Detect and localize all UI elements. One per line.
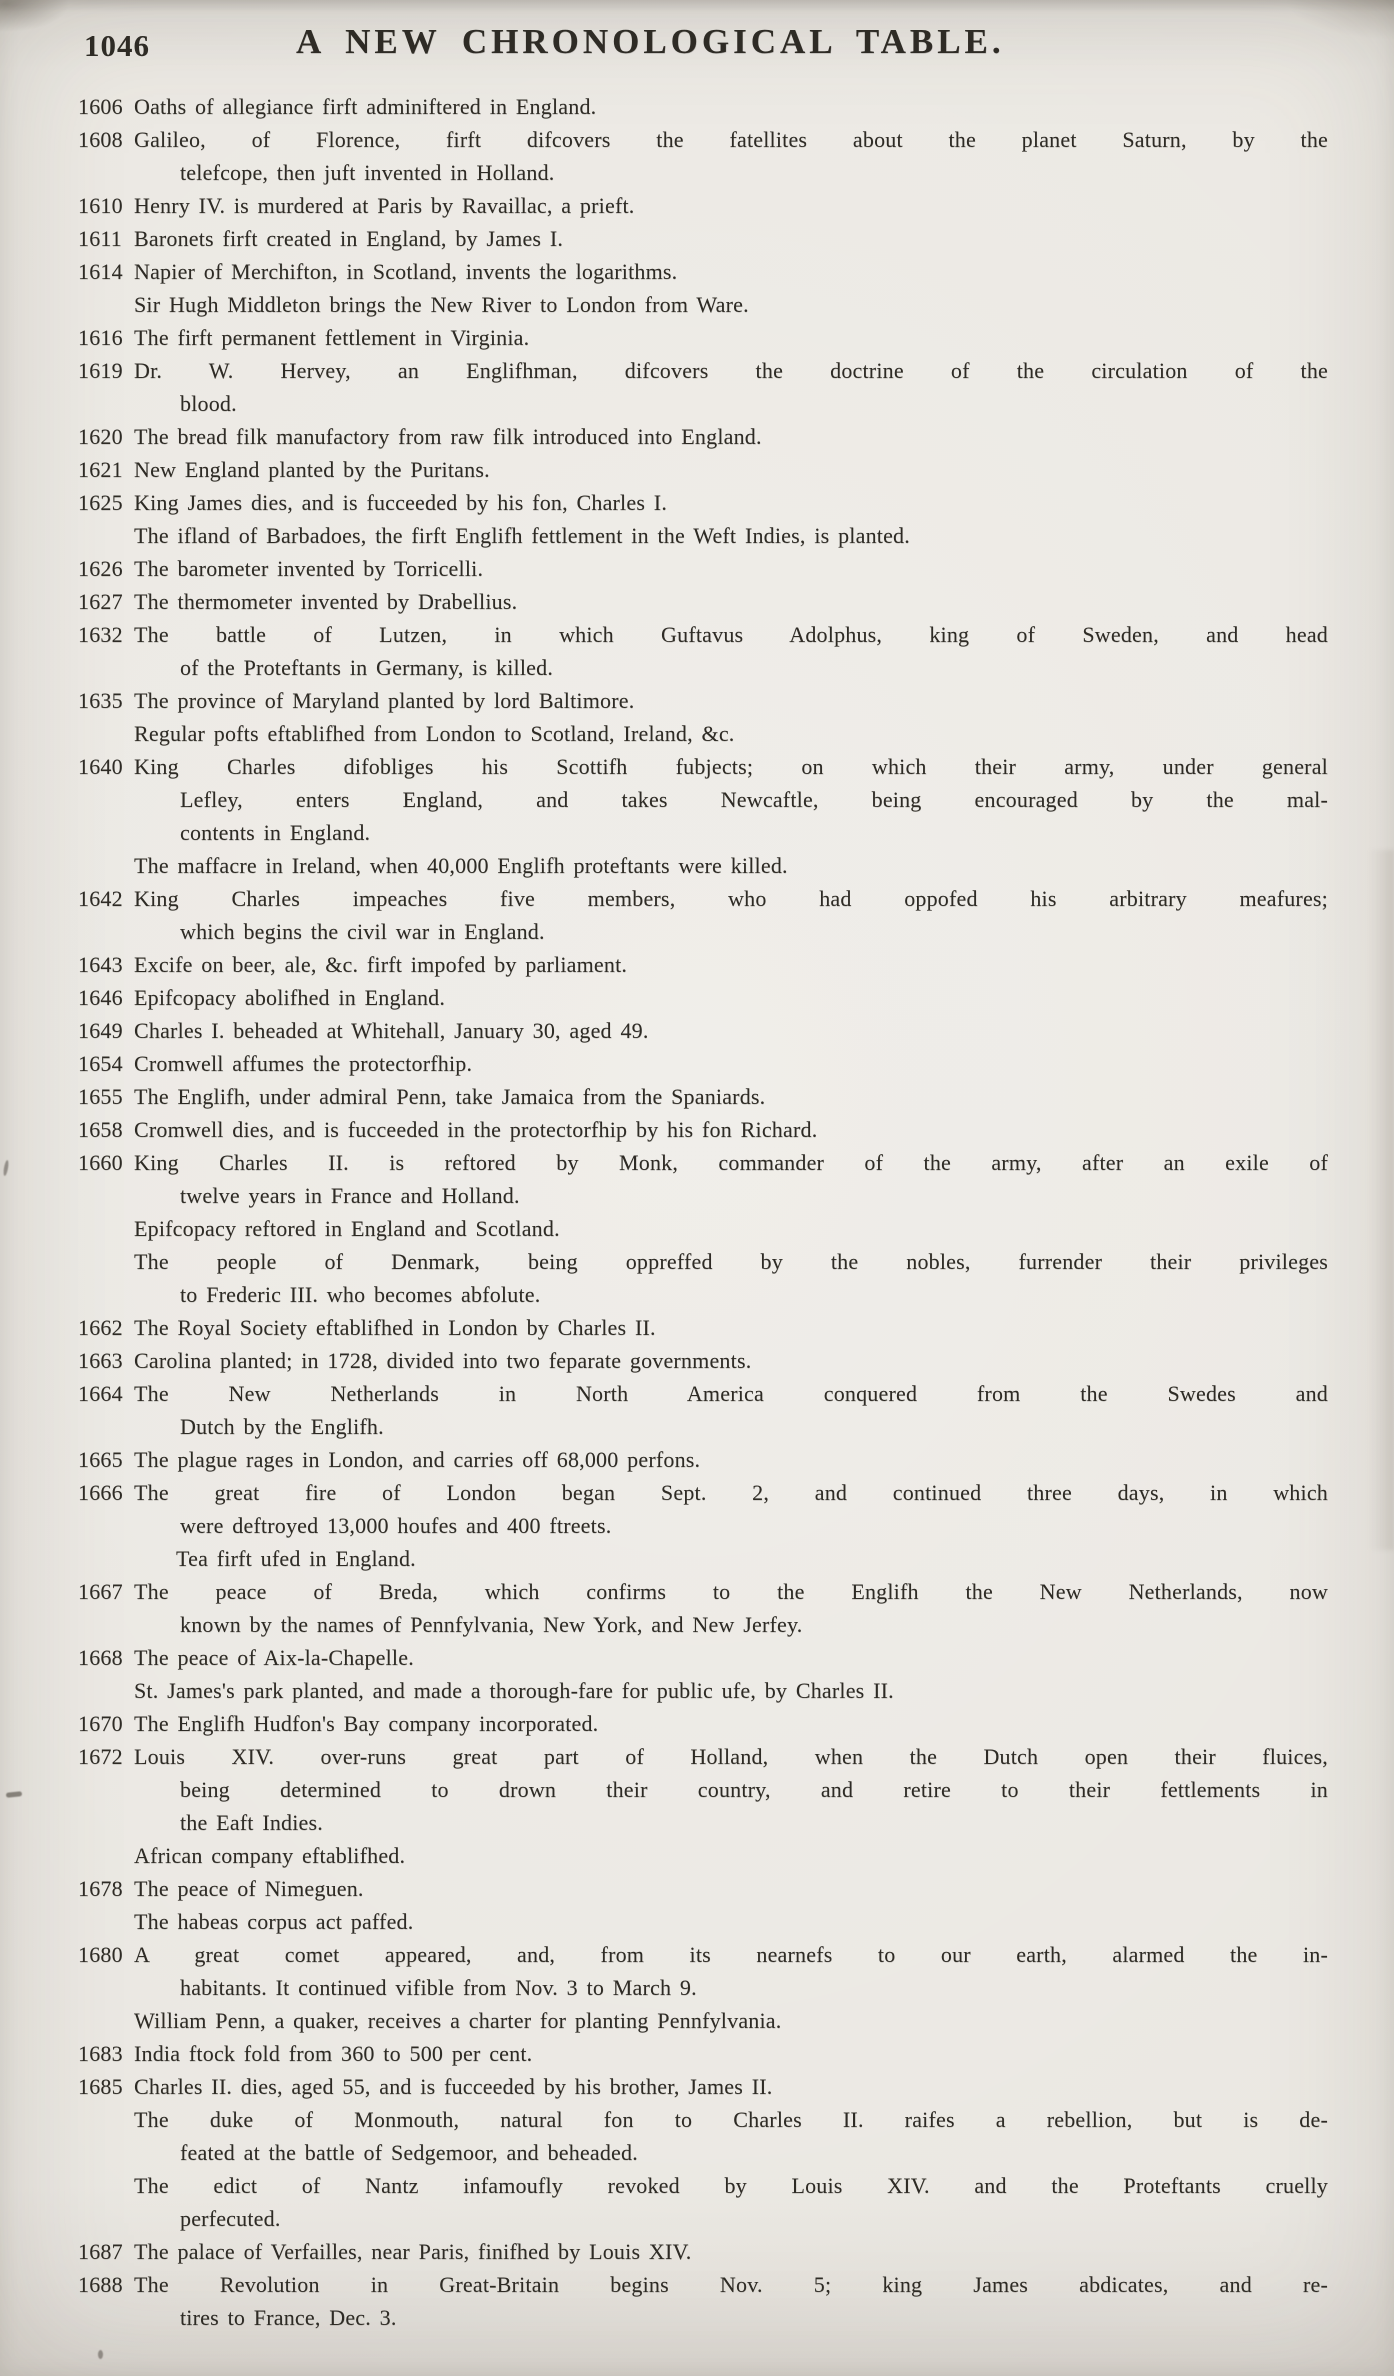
- entry-year: 1610: [78, 193, 123, 218]
- table-row: [78, 948, 1328, 981]
- entry-line: tires to France, Dec. 3.: [180, 2305, 397, 2330]
- entry-text: [134, 255, 1328, 288]
- entry-line: Epifcopacy abolifhed in England.: [134, 985, 446, 1010]
- entry-year: 1658: [78, 1117, 123, 1142]
- table-row: [78, 1740, 1328, 1839]
- entry-line: William Penn, a quaker, receives a charter for planting Pennfylvania.: [134, 2008, 782, 2033]
- entry-text: [134, 948, 1328, 981]
- entry-line: The peace of Nimeguen.: [134, 1876, 364, 1901]
- entry-text: [134, 849, 1328, 882]
- entry-text: [134, 1080, 1328, 1113]
- table-row: [78, 552, 1328, 585]
- entry-text: [134, 1707, 1328, 1740]
- entry-year: 1660: [78, 1150, 123, 1175]
- table-row: [78, 1245, 1328, 1311]
- table-row: [78, 849, 1328, 882]
- entry-text: [134, 1245, 1328, 1311]
- entry-text: [134, 585, 1328, 618]
- entry-year: 1667: [78, 1579, 123, 1604]
- entry-year: [78, 1839, 134, 1872]
- entry-line: King Charles difobliges his Scottifh fubjects; on which their army, under general: [134, 754, 1328, 779]
- entry-year: [78, 2169, 134, 2235]
- entry-text: [134, 1872, 1328, 1905]
- entry-line: were deftroyed 13,000 houfes and 400 ftreets.: [180, 1513, 612, 1538]
- table-row: [78, 2037, 1328, 2070]
- entry-line: The New Netherlands in North America conquered from the Swedes and: [134, 1381, 1328, 1406]
- entry-year: 1611: [78, 226, 122, 251]
- table-row: [78, 90, 1328, 123]
- entry-line: The firft permanent fettlement in Virginia.: [134, 325, 530, 350]
- entry-line: being determined to drown their country, and retire to their fettlements in: [180, 1777, 1328, 1802]
- entry-text: [134, 1905, 1328, 1938]
- entry-text: [134, 1014, 1328, 1047]
- chronology-list: [78, 90, 1328, 2334]
- entry-text: [134, 1575, 1328, 1641]
- entry-year: 1688: [78, 2272, 123, 2297]
- entry-line: Tea firft ufed in England.: [176, 1546, 416, 1571]
- entry-year: [78, 1905, 134, 1938]
- table-row: [78, 1212, 1328, 1245]
- entry-text: [134, 1443, 1328, 1476]
- entry-year: [78, 1542, 134, 1575]
- entry-year: 1685: [78, 2074, 123, 2099]
- entry-year: [78, 519, 134, 552]
- entry-text: [134, 1839, 1328, 1872]
- table-row: [78, 717, 1328, 750]
- table-row: [78, 2070, 1328, 2103]
- entry-text: [134, 2070, 1328, 2103]
- entry-line: The people of Denmark, being oppreffed by the nobles, furrender their privileges: [134, 1249, 1328, 1274]
- entry-line: King Charles impeaches five members, who had oppofed his arbitrary meafures;: [134, 886, 1328, 911]
- entry-line: Galileo, of Florence, firft difcovers the fatellites about the planet Saturn, by the: [134, 127, 1328, 152]
- entry-year: 1627: [78, 589, 123, 614]
- entry-line: feated at the battle of Sedgemoor, and beheaded.: [180, 2140, 638, 2165]
- entry-line: Sir Hugh Middleton brings the New River to London from Ware.: [134, 292, 749, 317]
- table-row: [78, 486, 1328, 519]
- table-row: [78, 1146, 1328, 1212]
- table-row: [78, 1344, 1328, 1377]
- entry-line: The bread filk manufactory from raw filk introduced into England.: [134, 424, 762, 449]
- entry-line: King Charles II. is reftored by Monk, commander of the army, after an exile of: [134, 1150, 1328, 1175]
- table-row: [78, 420, 1328, 453]
- entry-year: 1608: [78, 127, 123, 152]
- entry-line: The peace of Aix-la-Chapelle.: [134, 1645, 414, 1670]
- table-row: [78, 189, 1328, 222]
- table-row: [78, 1476, 1328, 1542]
- entry-text: [134, 1938, 1328, 2004]
- table-row: [78, 1443, 1328, 1476]
- entry-line: Lefley, enters England, and takes Newcaftle, being encouraged by the mal-: [180, 787, 1328, 812]
- table-row: [78, 1674, 1328, 1707]
- entry-year: 1680: [78, 1942, 123, 1967]
- entry-text: [134, 2235, 1328, 2268]
- entry-year: 1662: [78, 1315, 123, 1340]
- entry-text: [134, 2268, 1328, 2334]
- entry-line: The ifland of Barbadoes, the firft Englifh fettlement in the Weft Indies, is planted.: [134, 523, 910, 548]
- entry-text: [134, 2169, 1328, 2235]
- entry-year: 1632: [78, 622, 123, 647]
- table-row: [78, 750, 1328, 849]
- table-row: [78, 882, 1328, 948]
- table-row: [78, 321, 1328, 354]
- entry-text: [134, 453, 1328, 486]
- entry-line: Dr. W. Hervey, an Englifhman, difcovers the doctrine of the circulation of the: [134, 358, 1328, 383]
- table-row: [78, 1014, 1328, 1047]
- entry-line: Oaths of allegiance firft adminiftered in England.: [134, 94, 597, 119]
- entry-year: 1649: [78, 1018, 123, 1043]
- entry-line: Louis XIV. over-runs great part of Holland, when the Dutch open their fluices,: [134, 1744, 1328, 1769]
- entry-line: Charles II. dies, aged 55, and is fucceeded by his brother, James II.: [134, 2074, 773, 2099]
- entry-line: The Revolution in Great-Britain begins Nov. 5; king James abdicates, and re-: [134, 2272, 1328, 2297]
- entry-line: The Englifh, under admiral Penn, take Jamaica from the Spaniards.: [134, 1084, 766, 1109]
- entry-year: 1683: [78, 2041, 123, 2066]
- entry-text: [134, 1740, 1328, 1839]
- entry-line: The barometer invented by Torricelli.: [134, 556, 484, 581]
- entry-line: The plague rages in London, and carries off 68,000 perfons.: [134, 1447, 701, 1472]
- table-row: [78, 1707, 1328, 1740]
- entry-year: 1687: [78, 2239, 123, 2264]
- entry-line: African company eftablifhed.: [134, 1843, 406, 1868]
- table-row: [78, 2235, 1328, 2268]
- entry-text: [134, 1047, 1328, 1080]
- table-row: [78, 2169, 1328, 2235]
- entry-year: 1640: [78, 754, 123, 779]
- entry-year: [78, 849, 134, 882]
- entry-year: 1655: [78, 1084, 123, 1109]
- entry-year: [78, 717, 134, 750]
- table-row: [78, 1047, 1328, 1080]
- entry-line: Henry IV. is murdered at Paris by Ravaillac, a prieft.: [134, 193, 635, 218]
- table-row: [78, 222, 1328, 255]
- table-row: [78, 1872, 1328, 1905]
- table-row: [78, 288, 1328, 321]
- entry-year: 1616: [78, 325, 123, 350]
- entry-text: [134, 552, 1328, 585]
- entry-line: The duke of Monmouth, natural fon to Charles II. raifes a rebellion, but is de-: [134, 2107, 1328, 2132]
- entry-line: twelve years in France and Holland.: [180, 1183, 520, 1208]
- entry-year: 1635: [78, 688, 123, 713]
- table-row: [78, 981, 1328, 1014]
- entry-year: 1665: [78, 1447, 123, 1472]
- entry-line: The great fire of London began Sept. 2, and continued three days, in which: [134, 1480, 1328, 1505]
- table-row: [78, 1839, 1328, 1872]
- entry-year: [78, 288, 134, 321]
- entry-year: 1642: [78, 886, 123, 911]
- table-row: [78, 585, 1328, 618]
- table-row: [78, 1641, 1328, 1674]
- entry-year: [78, 1674, 134, 1707]
- entry-text: [134, 1311, 1328, 1344]
- entry-year: 1672: [78, 1744, 123, 1769]
- entry-text: [134, 1674, 1328, 1707]
- entry-text: [134, 1542, 1328, 1575]
- table-row: [78, 2103, 1328, 2169]
- table-row: [78, 1575, 1328, 1641]
- entry-line: The battle of Lutzen, in which Guftavus Adolphus, king of Sweden, and head: [134, 622, 1328, 647]
- entry-line: Charles I. beheaded at Whitehall, January 30, aged 49.: [134, 1018, 649, 1043]
- table-row: [78, 1938, 1328, 2004]
- entry-line: Carolina planted; in 1728, divided into two feparate governments.: [134, 1348, 752, 1373]
- entry-text: [134, 123, 1328, 189]
- entry-line: to Frederic III. who becomes abfolute.: [180, 1282, 541, 1307]
- table-row: [78, 1542, 1328, 1575]
- table-row: [78, 684, 1328, 717]
- entry-year: 1643: [78, 952, 123, 977]
- table-row: [78, 618, 1328, 684]
- entry-text: [134, 1476, 1328, 1542]
- entry-year: 1619: [78, 358, 123, 383]
- entry-text: [134, 750, 1328, 849]
- entry-text: [134, 684, 1328, 717]
- entry-text: [134, 354, 1328, 420]
- page-header: [0, 22, 1394, 78]
- entry-year: 1663: [78, 1348, 123, 1373]
- entry-year: 1678: [78, 1876, 123, 1901]
- page-number: 1046: [84, 28, 150, 63]
- entry-text: [134, 519, 1328, 552]
- entry-line: Baronets firft created in England, by James I.: [134, 226, 564, 251]
- scan-artifact: [98, 2350, 103, 2359]
- entry-line: perfecuted.: [180, 2206, 281, 2231]
- entry-line: The palace of Verfailles, near Paris, finifhed by Louis XIV.: [134, 2239, 692, 2264]
- entry-line: The habeas corpus act paffed.: [134, 1909, 414, 1934]
- entry-line: Dutch by the Englifh.: [180, 1414, 384, 1439]
- entry-line: The maffacre in Ireland, when 40,000 Englifh proteftants were killed.: [134, 853, 788, 878]
- entry-text: [134, 618, 1328, 684]
- table-row: [78, 123, 1328, 189]
- entry-line: The Royal Society eftablifhed in London by Charles II.: [134, 1315, 656, 1340]
- entry-line: Napier of Merchifton, in Scotland, invents the logarithms.: [134, 259, 678, 284]
- entry-text: [134, 222, 1328, 255]
- entry-year: 1666: [78, 1480, 123, 1505]
- entry-line: Cromwell affumes the protectorfhip.: [134, 1051, 473, 1076]
- entry-line: which begins the civil war in England.: [180, 919, 545, 944]
- entry-year: 1625: [78, 490, 123, 515]
- entry-text: [134, 2004, 1328, 2037]
- entry-line: King James dies, and is fucceeded by his fon, Charles I.: [134, 490, 668, 515]
- entry-year: 1620: [78, 424, 123, 449]
- entry-line: St. James's park planted, and made a thorough-fare for public ufe, by Charles II.: [134, 1678, 894, 1703]
- entry-text: [134, 1212, 1328, 1245]
- entry-text: [134, 321, 1328, 354]
- table-row: [78, 1080, 1328, 1113]
- entry-line: The peace of Breda, which confirms to the Englifh the New Netherlands, now: [134, 1579, 1328, 1604]
- entry-line: Regular pofts eftablifhed from London to Scotland, Ireland, &c.: [134, 721, 735, 746]
- table-row: [78, 255, 1328, 288]
- table-row: [78, 1377, 1328, 1443]
- entry-text: [134, 2037, 1328, 2070]
- entry-line: India ftock fold from 360 to 500 per cent.: [134, 2041, 533, 2066]
- entry-line: The thermometer invented by Drabellius.: [134, 589, 518, 614]
- table-row: [78, 1311, 1328, 1344]
- entry-line: Cromwell dies, and is fucceeded in the protectorfhip by his fon Richard.: [134, 1117, 818, 1142]
- entry-line: The edict of Nantz infamoufly revoked by Louis XIV. and the Proteftants cruelly: [134, 2173, 1328, 2198]
- scan-artifact: [6, 1791, 22, 1798]
- entry-text: [134, 1113, 1328, 1146]
- entry-text: [134, 486, 1328, 519]
- entry-line: of the Proteftants in Germany, is killed.: [180, 655, 554, 680]
- entry-text: [134, 1146, 1328, 1212]
- entry-text: [134, 981, 1328, 1014]
- entry-text: [134, 1377, 1328, 1443]
- table-row: [78, 1905, 1328, 1938]
- entry-line: A great comet appeared, and, from its nearnefs to our earth, alarmed the in-: [134, 1942, 1328, 1967]
- entry-year: 1654: [78, 1051, 123, 1076]
- table-row: [78, 2004, 1328, 2037]
- entry-line: the Eaft Indies.: [180, 1810, 323, 1835]
- entry-text: [134, 90, 1328, 123]
- entry-year: 1668: [78, 1645, 123, 1670]
- entry-year: 1670: [78, 1711, 123, 1736]
- entry-text: [134, 1641, 1328, 1674]
- entry-line: The province of Maryland planted by lord Baltimore.: [134, 688, 635, 713]
- entry-line: New England planted by the Puritans.: [134, 457, 490, 482]
- scan-artifact: [1368, 850, 1394, 1550]
- entry-year: [78, 2004, 134, 2037]
- entry-text: [134, 882, 1328, 948]
- entry-line: Epifcopacy reftored in England and Scotland.: [134, 1216, 560, 1241]
- entry-line: contents in England.: [180, 820, 371, 845]
- entry-line: blood.: [180, 391, 237, 416]
- table-row: [78, 519, 1328, 552]
- entry-year: 1606: [78, 94, 123, 119]
- entry-line: telefcope, then juft invented in Holland.: [180, 160, 555, 185]
- entry-year: 1626: [78, 556, 123, 581]
- entry-year: [78, 1212, 134, 1245]
- entry-line: The Englifh Hudfon's Bay company incorporated.: [134, 1711, 599, 1736]
- entry-text: [134, 189, 1328, 222]
- entry-year: 1646: [78, 985, 123, 1010]
- entry-year: [78, 1245, 134, 1311]
- table-row: [78, 354, 1328, 420]
- entry-text: [134, 288, 1328, 321]
- entry-line: habitants. It continued vifible from Nov. 3 to March 9.: [180, 1975, 697, 2000]
- entry-line: known by the names of Pennfylvania, New York, and New Jerfey.: [180, 1612, 803, 1637]
- table-row: [78, 1113, 1328, 1146]
- scan-artifact: [3, 1160, 10, 1176]
- entry-line: Excife on beer, ale, &c. firft impofed by parliament.: [134, 952, 628, 977]
- entry-text: [134, 2103, 1328, 2169]
- entry-text: [134, 717, 1328, 750]
- entry-year: 1621: [78, 457, 123, 482]
- entry-text: [134, 1344, 1328, 1377]
- table-row: [78, 2268, 1328, 2334]
- entry-year: 1614: [78, 259, 123, 284]
- entry-year: [78, 2103, 134, 2169]
- entry-text: [134, 420, 1328, 453]
- table-row: [78, 453, 1328, 486]
- entry-year: 1664: [78, 1381, 123, 1406]
- page-title: A NEW CHRONOLOGICAL TABLE.: [296, 22, 1005, 61]
